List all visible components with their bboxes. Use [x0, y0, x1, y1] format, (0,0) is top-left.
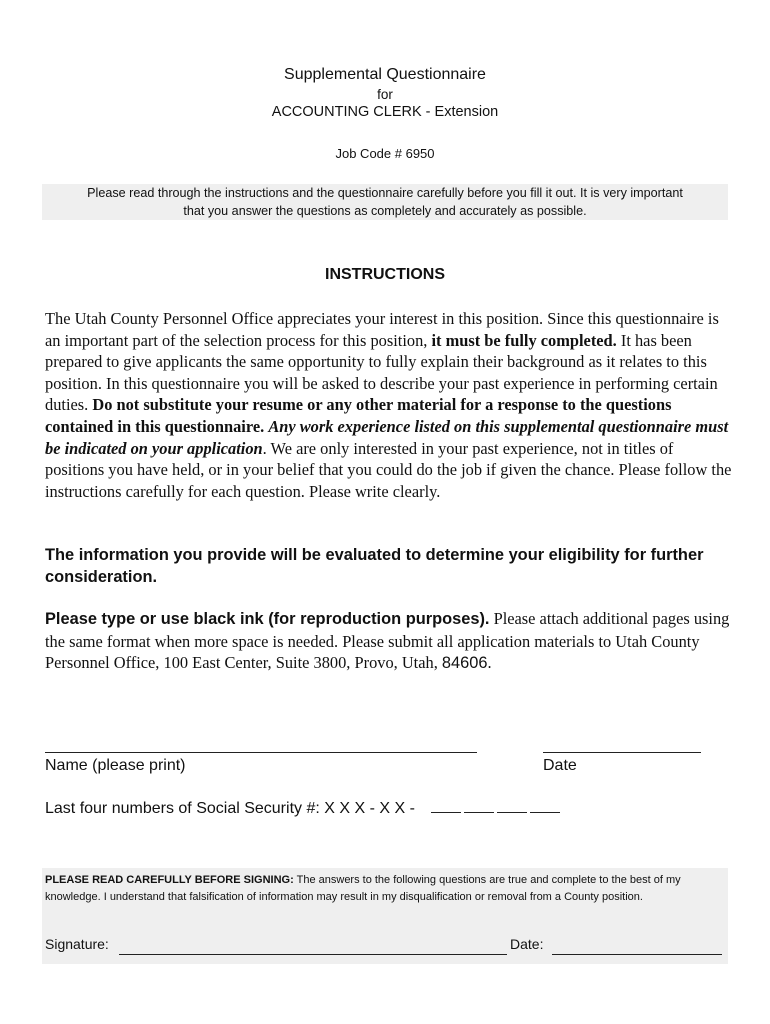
instr-text-1: The Utah County Personnel Office appreciates your interest in this position. Since this questionnaire is an important part of the selection process for this position, — [45, 309, 719, 350]
signature-label: Signature: — [45, 936, 109, 952]
zip-code: 84606 — [441, 654, 488, 673]
instructions-heading: INSTRUCTIONS — [325, 266, 445, 283]
certification-text — [45, 872, 725, 906]
ink-period: . — [487, 653, 492, 673]
date-label: Date — [543, 757, 577, 774]
ssn-digit-3-input[interactable] — [497, 798, 527, 813]
certification-lead: PLEASE READ CAREFULLY BEFORE SIGNING: — [45, 874, 294, 886]
job-code: Job Code # 6950 — [335, 146, 435, 161]
position-title: ACCOUNTING CLERK - Extension — [271, 104, 499, 120]
page-title: Supplemental Questionnaire — [284, 66, 486, 83]
notice-box — [42, 184, 728, 220]
instructions-paragraph — [45, 308, 735, 502]
instr-text-3: . We are only interested in your past experience, not in titles of positions you have held, or in your belief that you could do the job if given the chance. Please follow the instructions carefully for each question. Please write clearly. — [45, 438, 732, 501]
ssn-digit-2-input[interactable] — [464, 798, 494, 813]
date-input-line[interactable] — [543, 752, 701, 753]
evaluation-note: The information you provide will be evaluated to determine your eligibility for further consideration. — [45, 546, 704, 586]
signature-date-input-line[interactable] — [552, 954, 722, 955]
ssn-digit-1-input[interactable] — [431, 798, 461, 813]
ink-paragraph — [45, 608, 735, 675]
ssn-row — [45, 798, 560, 818]
ink-rest: Please attach additional pages using the same format when more space is needed. Please submit all application materials to Utah County Personnel Office, 100 East Center, Suite 3800, Provo, Utah, — [45, 609, 730, 673]
ink-lead: Please type or use black ink (for reproduction purposes). — [45, 610, 490, 628]
ssn-label: Last four numbers of Social Security #: X X X - X X - — [45, 800, 420, 817]
ssn-digit-4-input[interactable] — [530, 798, 560, 813]
signature-input-line[interactable] — [119, 954, 507, 955]
instr-bold-complete: it must be fully completed. — [431, 330, 617, 350]
signature-date-label: Date: — [510, 936, 544, 952]
name-input-line[interactable] — [45, 752, 477, 753]
name-label: Name (please print) — [45, 757, 186, 774]
certification-box — [42, 868, 728, 964]
notice-line-2: that you answer the questions as completely and accurately as possible. — [183, 204, 587, 218]
notice-line-1: Please read through the instructions and the questionnaire carefully before you fill it out. It is very important — [87, 186, 683, 200]
instr-text-2: It has been prepared to give applicants the same opportunity to fully explain their background as it relates to this position. In this questionnaire you will be asked to describe your past experience in performing certain duties. — [45, 330, 718, 415]
certification-body: The answers to the following questions are true and complete to the best of my knowledge. I understand that falsification of information may result in my disqualification or removal from a County position. — [45, 874, 681, 903]
title-for: for — [377, 87, 393, 102]
instr-bold-italic-work-experience: Any work experience listed on this supplemental questionnaire must be indicated on your application — [45, 416, 729, 458]
instr-bold-no-substitute: Do not substitute your resume or any other material for a response to the questions contained in this questionnaire. — [45, 395, 672, 436]
